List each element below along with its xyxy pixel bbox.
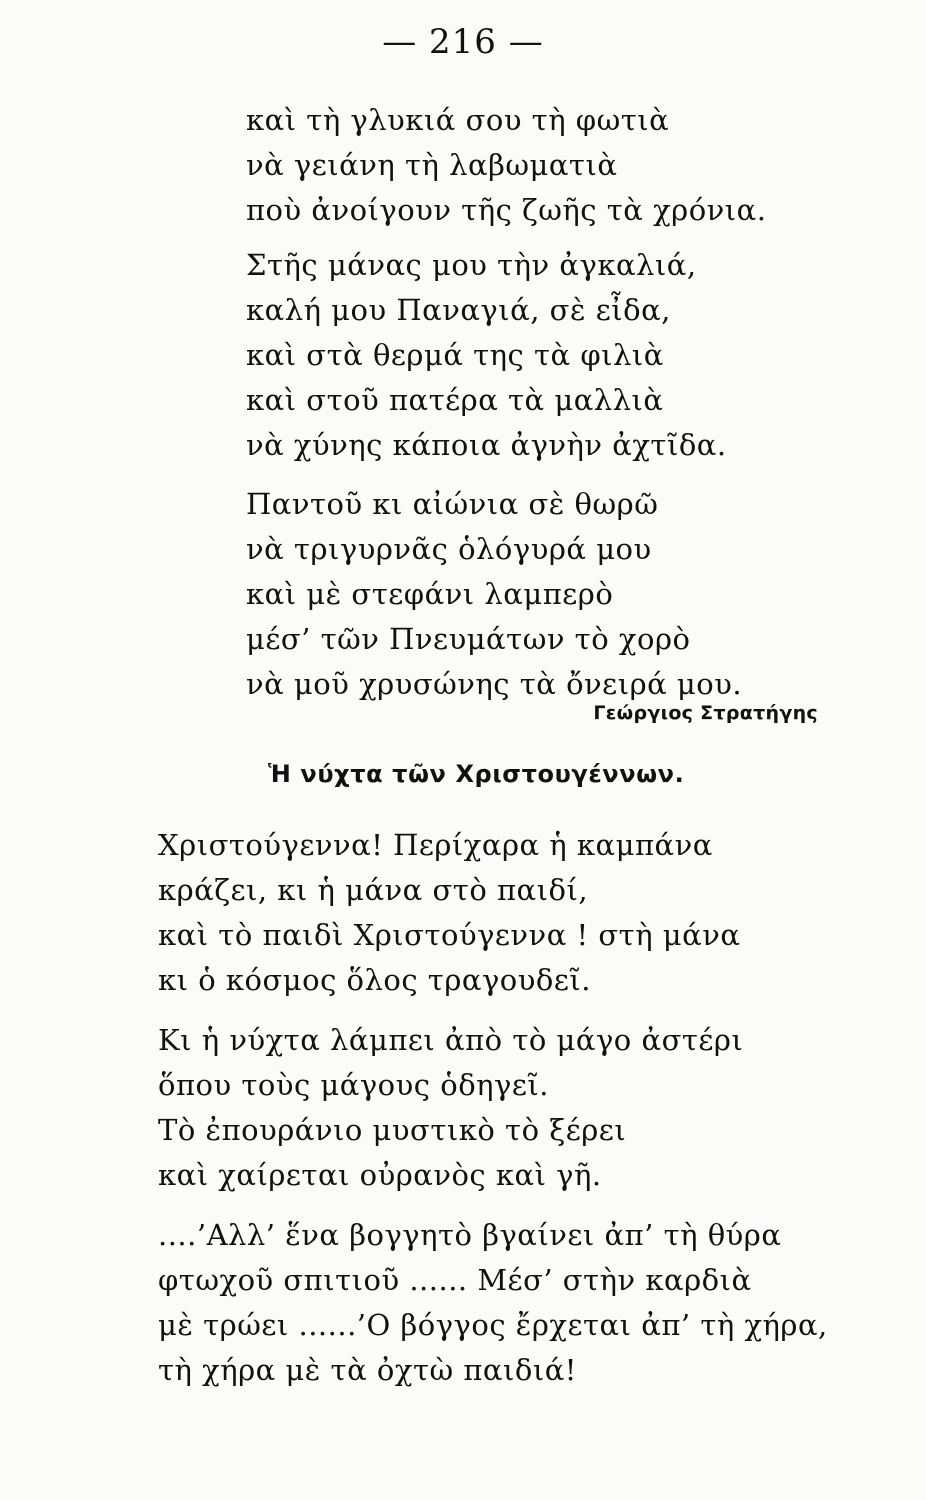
poem-title: Ἡ νύχτα τῶν Χριστουγέννων.: [268, 760, 685, 788]
verse-line: Παντοῦ κι αἰώνια σὲ θωρῶ: [246, 487, 659, 521]
verse-line: καλή μου Παναγιά, σὲ εἶδα,: [246, 293, 671, 327]
verse-line: καὶ χαίρεται οὐρανὸς καὶ γῆ.: [158, 1158, 602, 1192]
poem2-stanza-3: [158, 1213, 828, 1393]
verse-line: νὰ μοῦ χρυσώνης τὰ ὄνειρά μου.: [246, 667, 743, 701]
poem2-stanza-2: [158, 1018, 743, 1198]
verse-line: καὶ μὲ στεφάνι λαμπερὸ: [246, 577, 614, 611]
verse-line: κι ὁ κόσμος ὅλος τραγουδεῖ.: [158, 963, 591, 997]
poem2-stanza-1: [158, 823, 740, 1003]
verse-line: μέσ’ τῶν Πνευμάτων τὸ χορὸ: [246, 622, 691, 656]
verse-line: μὲ τρώει ......’Ο βόγγος ἔρχεται ἀπ’ τὴ χήρα,: [158, 1308, 828, 1342]
verse-line: νὰ γειάνη τὴ λαβωματιὰ: [246, 148, 618, 182]
verse-line: νὰ τριγυρνᾶς ὁλόγυρά μου: [246, 532, 652, 566]
verse-line: ὅπου τοὺς μάγους ὁδηγεῖ.: [158, 1068, 549, 1102]
verse-line: ποὺ ἀνοίγουν τῆς ζωῆς τὰ χρόνια.: [246, 193, 767, 227]
poem1-stanza-3: [246, 482, 742, 707]
verse-line: κράζει, κι ἡ μάνα στὸ παιδί,: [158, 873, 589, 907]
verse-line: ....’Αλλ’ ἕνα βογγητὸ βγαίνει ἀπ’ τὴ θύρα: [158, 1218, 782, 1252]
verse-line: καὶ στοῦ πατέρα τὰ μαλλιὰ: [246, 383, 664, 417]
verse-line: Στῆς μάνας μου τὴν ἀγκαλιά,: [246, 248, 697, 282]
verse-line: Χριστούγεννα! Περίχαρα ἡ καμπάνα: [158, 828, 713, 862]
verse-line: καὶ τὸ παιδὶ Χριστούγεννα ! στὴ μάνα: [158, 918, 741, 952]
verse-line: Τὸ ἐπουράνιο μυστικὸ τὸ ξέρει: [158, 1113, 627, 1147]
verse-line: καὶ στὰ θερμά της τὰ φιλιὰ: [246, 338, 664, 372]
verse-line: καὶ τὴ γλυκιά σου τὴ φωτιὰ: [246, 103, 670, 137]
verse-line: τὴ χήρα μὲ τὰ ὀχτὼ παιδιά!: [158, 1353, 577, 1387]
verse-line: Κι ἡ νύχτα λάμπει ἀπὸ τὸ μάγο ἀστέρι: [158, 1023, 744, 1057]
poem1-stanza-1: [246, 98, 766, 233]
author-signature: Γεώργιος Στρατήγης: [593, 702, 818, 724]
verse-line: φτωχοῦ σπιτιοῦ ...... Μέσ’ στὴν καρδιὰ: [158, 1263, 752, 1297]
poem1-stanza-2: [246, 243, 727, 468]
page-number: — 216 —: [382, 22, 544, 62]
verse-line: νὰ χύνης κάποια ἀγνὴν ἀχτῖδα.: [246, 428, 727, 462]
